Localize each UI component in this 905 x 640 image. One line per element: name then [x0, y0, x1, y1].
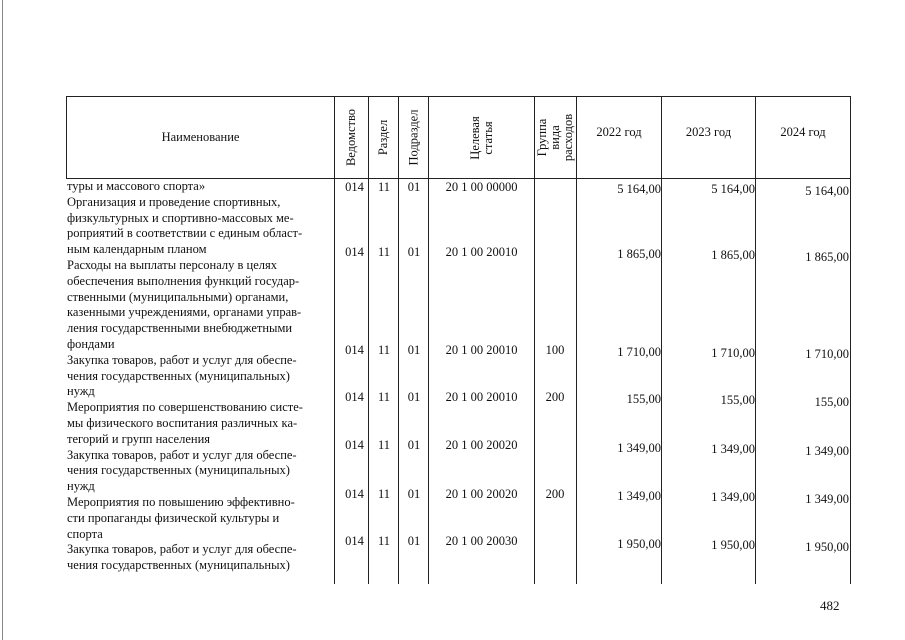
name-line: мы физического воспитания различных ка- [67, 415, 298, 430]
cell-celevaya: 20 1 00 20010 [445, 390, 518, 404]
cell-podrazdel: 01 [407, 438, 421, 452]
cell-2024: 1 349,00 [805, 444, 849, 458]
cell-razdel: 11 [377, 180, 391, 194]
cell-gruppa: 200 [545, 390, 565, 404]
cell-2022: 155,00 [626, 392, 661, 406]
cell-vedomstvo: 014 [345, 390, 364, 404]
cell-razdel: 11 [377, 390, 391, 404]
header-2024: 2024 год [780, 124, 826, 139]
cell-celevaya: 20 1 00 00000 [445, 180, 518, 194]
header-celevaya [429, 97, 534, 178]
cell-razdel: 11 [377, 438, 391, 452]
cell-2023: 5 164,00 [711, 182, 755, 196]
cell-2022: 1 950,00 [617, 537, 661, 551]
name-line: казенными учреждениями, органами управ- [67, 305, 302, 320]
cell-podrazdel: 01 [407, 180, 421, 194]
name-line: чения государственных (муниципальных) [67, 368, 290, 383]
name-line: Закупка товаров, работ и услуг для обеспе- [67, 352, 297, 367]
cell-podrazdel: 01 [407, 390, 421, 404]
cell-2022: 5 164,00 [617, 182, 661, 196]
name-line: нужд [67, 384, 95, 399]
cell-vedomstvo: 014 [345, 438, 364, 452]
name-line: ственными (муниципальными) органами, [67, 289, 289, 304]
col-border-y1 [661, 96, 662, 584]
name-line: Закупка товаров, работ и услуг для обеспе- [67, 447, 297, 462]
name-line: Организация и проведение спортивных, [67, 194, 281, 209]
cell-razdel: 11 [377, 534, 391, 548]
header-vedomstvo-text: Ведомство [344, 108, 358, 167]
cell-2023: 155,00 [720, 393, 755, 407]
name-line: ления государственными внебюджетными [67, 321, 293, 336]
cell-celevaya: 20 1 00 20020 [445, 438, 518, 452]
cell-celevaya: 20 1 00 20010 [445, 245, 518, 259]
cell-2024: 5 164,00 [805, 184, 849, 198]
name-line: нужд [67, 479, 95, 494]
col-border-right [850, 96, 851, 584]
name-line: туры и массового спорта» [67, 179, 206, 193]
cell-2022: 1 349,00 [617, 441, 661, 455]
name-line: чения государственных (муниципальных) [67, 558, 290, 573]
cell-podrazdel: 01 [407, 534, 421, 548]
cell-celevaya: 20 1 00 20020 [445, 487, 518, 501]
cell-2023: 1 349,00 [711, 490, 755, 504]
header-gruppa-text: Группа вида расходов [535, 113, 576, 162]
name-line: Мероприятия по совершенствованию систе- [67, 400, 303, 415]
cell-2023: 1 865,00 [711, 248, 755, 262]
name-line: ным календарным планом [67, 242, 207, 257]
cell-2022: 1 710,00 [617, 345, 661, 359]
page-left-edge [2, 0, 3, 640]
name-line: роприятий в соответствии с единым област- [67, 226, 303, 241]
header-gruppa [535, 97, 576, 178]
cell-gruppa: 100 [545, 343, 565, 357]
cell-2023: 1 950,00 [711, 538, 755, 552]
cell-2024: 155,00 [814, 395, 849, 409]
name-line: спорта [67, 526, 103, 541]
cell-vedomstvo: 014 [345, 534, 364, 548]
header-name: Наименование [161, 130, 240, 144]
name-column [67, 179, 333, 574]
cell-2024: 1 865,00 [805, 250, 849, 264]
name-line: Расходы на выплаты персоналу в целях [67, 257, 277, 272]
cell-podrazdel: 01 [407, 343, 421, 357]
header-razdel [369, 97, 398, 178]
cell-2024: 1 950,00 [805, 540, 849, 554]
cell-razdel: 11 [377, 245, 391, 259]
name-line: тегорий и групп населения [67, 431, 211, 446]
cell-2022: 1 349,00 [617, 489, 661, 503]
header-vedomstvo [335, 97, 368, 178]
name-line: Мероприятия по повышению эффективно- [67, 494, 295, 509]
cell-podrazdel: 01 [407, 487, 421, 501]
cell-2024: 1 349,00 [805, 492, 849, 506]
header-2023: 2023 год [685, 124, 732, 139]
cell-podrazdel: 01 [407, 245, 421, 259]
cell-2024: 1 710,00 [805, 347, 849, 361]
cell-2022: 1 865,00 [617, 247, 661, 261]
cell-vedomstvo: 014 [345, 487, 364, 501]
cell-celevaya: 20 1 00 20010 [445, 343, 518, 357]
name-line: чения государственных (муниципальных) [67, 463, 290, 478]
cell-vedomstvo: 014 [345, 180, 364, 194]
header-podrazdel [399, 97, 428, 178]
header-celevaya-text: Целевая статья [467, 115, 495, 160]
cell-razdel: 11 [377, 343, 391, 357]
cell-celevaya: 20 1 00 20030 [445, 534, 518, 548]
cell-2023: 1 349,00 [711, 442, 755, 456]
header-podrazdel-text: Подраздел [406, 109, 420, 166]
name-line: физкультурных и спортивно-массовых ме- [67, 210, 294, 225]
page-number: 482 [820, 598, 840, 613]
name-line: обеспечения выполнения функций государ- [67, 273, 300, 288]
cell-razdel: 11 [377, 487, 391, 501]
cell-2023: 1 710,00 [711, 346, 755, 360]
name-line: Закупка товаров, работ и услуг для обеспе- [67, 542, 297, 557]
header-2022: 2022 год [596, 124, 642, 139]
col-border-y2 [755, 96, 756, 584]
col-border-grp [576, 96, 577, 584]
cell-vedomstvo: 014 [345, 245, 364, 259]
name-line: сти пропаганды физической культуры и [67, 510, 280, 525]
cell-vedomstvo: 014 [345, 343, 364, 357]
cell-gruppa: 200 [545, 487, 565, 501]
name-line: фондами [67, 336, 115, 351]
header-razdel-text: Раздел [376, 119, 391, 156]
